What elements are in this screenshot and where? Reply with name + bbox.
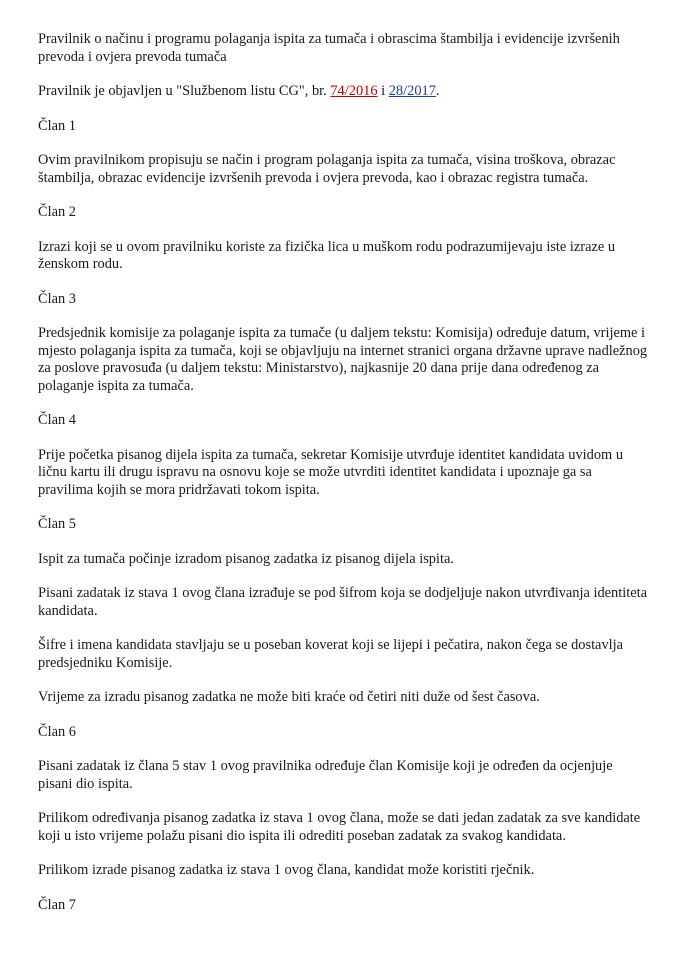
article-paragraph: Šifre i imena kandidata stavljaju se u poseban koverat koji se lijepi i pečatira, nakon čega se dostavlja predsjedniku Komisije.	[38, 637, 624, 671]
article-heading: Član 3	[38, 290, 76, 307]
article-paragraph: Izrazi koji se u ovom pravilniku koriste za fizička lica u muškom rodu podrazumijevaju iste izraze u ženskom rodu.	[38, 238, 616, 272]
article-paragraph: Ovim pravilnikom propisuju se način i program polaganja ispita za tumača, visina troškova, obrazac štambilja, obrazac evidencije izvršenih prevoda i ovjera prevoda, kao i obrazac registra tumača.	[38, 152, 616, 186]
publication-note	[38, 83, 648, 101]
document-title: Pravilnik o načinu i programu polaganja ispita za tumača i obrascima štambilja i evidencije izvršenih prevoda i ovjera prevoda tumača	[38, 31, 620, 65]
gazette-ref-link-1[interactable]: 74/2016	[330, 83, 378, 99]
article-heading: Član 6	[38, 723, 76, 740]
article-paragraph: Pisani zadatak iz stava 1 ovog člana izrađuje se pod šifrom koja se dodjeljuje nakon utvrđivanja identiteta kandidata.	[38, 585, 648, 619]
gazette-ref-link-2[interactable]: 28/2017	[388, 83, 436, 99]
document-page	[38, 31, 648, 931]
article-paragraph: Prilikom izrade pisanog zadatka iz stava 1 ovog člana, kandidat može koristiti rječnik.	[38, 862, 535, 878]
publication-joiner: i	[377, 83, 389, 99]
article-paragraph: Ispit za tumača počinje izradom pisanog zadatka iz pisanog dijela ispita.	[38, 550, 454, 567]
publication-suffix: .	[435, 83, 440, 99]
article-heading: Član 5	[38, 516, 76, 532]
article-paragraph: Vrijeme za izradu pisanog zadatka ne može biti kraće od četiri niti duže od šest časova.	[38, 689, 540, 705]
article-heading: Član 4	[38, 412, 76, 428]
article-heading: Član 2	[38, 204, 76, 220]
article-paragraph: Prilikom određivanja pisanog zadatka iz stava 1 ovog člana, može se dati jedan zadatak za sve kandidate koji u isto vrijeme polažu pisani dio ispita ili odrediti poseban zadatak za svakog kandidata.	[38, 810, 641, 844]
article-paragraph: Pisani zadatak iz člana 5 stav 1 ovog pravilnika određuje član Komisije koji je određen da ocjenjuje pisani dio ispita.	[38, 758, 613, 792]
article-heading: Član 1	[38, 117, 76, 134]
publication-prefix: Pravilnik je objavljen u "Službenom listu CG", br.	[38, 83, 331, 99]
article-paragraph: Predsjednik komisije za polaganje ispita za tumače (u daljem tekstu: Komisija) određuje datum, vrijeme i mjesto polaganja ispita za tumača, koji se objavljuju na internet stranici organa državne uprave nadležnog za poslove pravosuđa (u daljem tekstu: Ministarstvo), najkasnije 20 dana prije dana određenog za polaganje ispita za tumača.	[38, 325, 648, 394]
article-paragraph: Prije početka pisanog dijela ispita za tumača, sekretar Komisije utvrđuje identitet kandidata uvidom u ličnu kartu ili drugu ispravu na osnovu koje se može utvrditi identitet kandidata i upoznaje ga sa pravilima kojih se mora pridržavati tokom ispita.	[38, 446, 624, 498]
article-heading: Član 7	[38, 896, 76, 913]
